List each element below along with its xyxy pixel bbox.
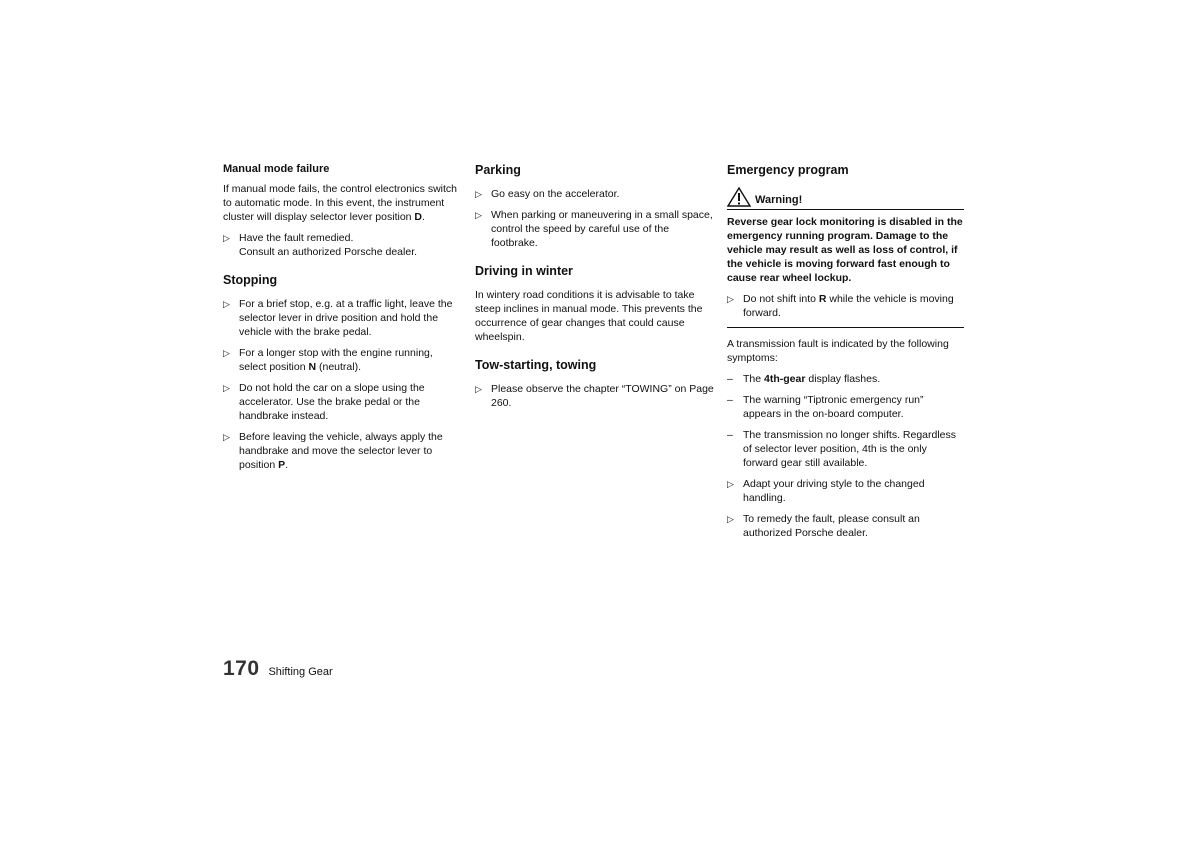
list-item — [727, 292, 964, 320]
bullet-triangle-icon: ▷ — [475, 384, 482, 394]
heading-tow-starting: Tow-starting, towing — [475, 358, 597, 372]
warning-text: Reverse gear lock monitoring is disabled in the emergency running program. Damage to the vehicle may result as well as loss of control, if the vehicle is moving forward fast enough to cause rear wheel lockup. — [727, 216, 963, 284]
bullet-triangle-icon: ▷ — [223, 233, 230, 243]
parking-item-text: When parking or maneuvering in a small space, control the speed by careful use of the footbrake. — [491, 209, 713, 249]
bullet-triangle-icon: ▷ — [223, 348, 230, 358]
list-item — [727, 428, 964, 470]
column-left — [223, 162, 463, 479]
symptom-after: display flashes. — [805, 373, 881, 385]
warning-triangle-icon — [727, 187, 751, 207]
stopping-item-text: Before leaving the vehicle, always apply the handbrake and move the selector lever to position — [239, 431, 443, 471]
list-item — [727, 372, 964, 386]
bullet-triangle-icon: ▷ — [475, 189, 482, 199]
warning-item-bold: R — [818, 293, 827, 305]
symptom-text: The warning “Tiptronic emergency run” appears in the on-board computer. — [743, 394, 924, 420]
stopping-n-bold: N — [308, 361, 317, 373]
list-item — [475, 208, 715, 250]
action-text: Adapt your driving style to the changed handling. — [743, 478, 925, 504]
stopping-p-bold: P — [278, 459, 286, 471]
symptom-text: The — [743, 373, 765, 385]
warning-item-after: while the vehicle is moving forward. — [743, 293, 954, 319]
warning-header — [727, 187, 964, 210]
list-item — [475, 382, 715, 410]
manual-text-end: . — [422, 211, 425, 223]
stopping-item-text: For a longer stop with the engine running, select position — [239, 347, 433, 373]
dash-icon: – — [727, 429, 733, 441]
bullet-triangle-icon: ▷ — [727, 479, 734, 489]
dash-icon: – — [727, 394, 733, 406]
bullet-triangle-icon: ▷ — [223, 299, 230, 309]
list-item — [223, 346, 463, 374]
warning-item-text: Do not shift into — [743, 293, 819, 305]
bullet-triangle-icon: ▷ — [223, 383, 230, 393]
stopping-p-after: . — [285, 459, 289, 471]
action-text: To remedy the fault, please consult an authorized Porsche dealer. — [743, 513, 920, 539]
heading-emergency-program: Emergency program — [727, 163, 849, 177]
bullet-triangle-icon: ▷ — [223, 432, 230, 442]
winter-text: In wintery road conditions it is advisable to take steep inclines in manual mode. This prevents the occurrence of gear changes that could cause wheelspin. — [475, 289, 703, 343]
list-item — [223, 381, 463, 423]
page-number: 170 — [223, 657, 260, 680]
heading-driving-in-winter: Driving in winter — [475, 264, 573, 278]
parking-item-text: Go easy on the accelerator. — [491, 188, 620, 200]
column-middle — [475, 162, 715, 417]
list-item — [223, 231, 463, 259]
stopping-item-text: For a brief stop, e.g. at a traffic light, leave the selector lever in drive position and hold the vehicle with the brake pedal. — [239, 298, 453, 338]
warning-label: Warning! — [755, 194, 803, 206]
dash-icon: – — [727, 373, 733, 385]
symptom-text: The transmission no longer shifts. Regardless of selector lever position, 4th is the only forward gear still available. — [743, 429, 957, 469]
heading-parking: Parking — [475, 163, 521, 177]
list-item — [475, 187, 715, 201]
list-item — [223, 430, 463, 472]
fault-text: A transmission fault is indicated by the following symptoms: — [727, 338, 949, 364]
symptom-bold: 4th-gear — [764, 373, 806, 385]
page-footer — [223, 657, 333, 680]
list-item — [727, 393, 964, 421]
column-right — [727, 162, 964, 547]
section-title: Shifting Gear — [268, 666, 333, 678]
list-item — [223, 297, 463, 339]
stopping-n-after: (neutral). — [316, 361, 361, 373]
bullet-triangle-icon: ▷ — [727, 294, 734, 304]
tow-item-text: Please observe the chapter “TOWING” on Page 260. — [491, 383, 714, 409]
stopping-item-text: Do not hold the car on a slope using the accelerator. Use the brake pedal or the handbrake instead. — [239, 382, 425, 422]
manual-item-text: Have the fault remedied. — [239, 232, 354, 244]
manual-text-bold: D — [414, 211, 423, 223]
list-item — [727, 512, 964, 540]
bullet-triangle-icon: ▷ — [475, 210, 482, 220]
heading-stopping: Stopping — [223, 273, 278, 287]
list-item — [727, 477, 964, 505]
manual-mode-text — [223, 182, 463, 224]
manual-item-text-2: Consult an authorized Porsche dealer. — [239, 246, 418, 258]
manual-text-part: If manual mode fails, the control electronics switch to automatic mode. In this event, the instrument cluster will display selector lever position — [223, 183, 458, 223]
divider — [727, 327, 964, 328]
heading-manual-mode-failure: Manual mode failure — [223, 163, 330, 175]
bullet-triangle-icon: ▷ — [727, 514, 734, 524]
